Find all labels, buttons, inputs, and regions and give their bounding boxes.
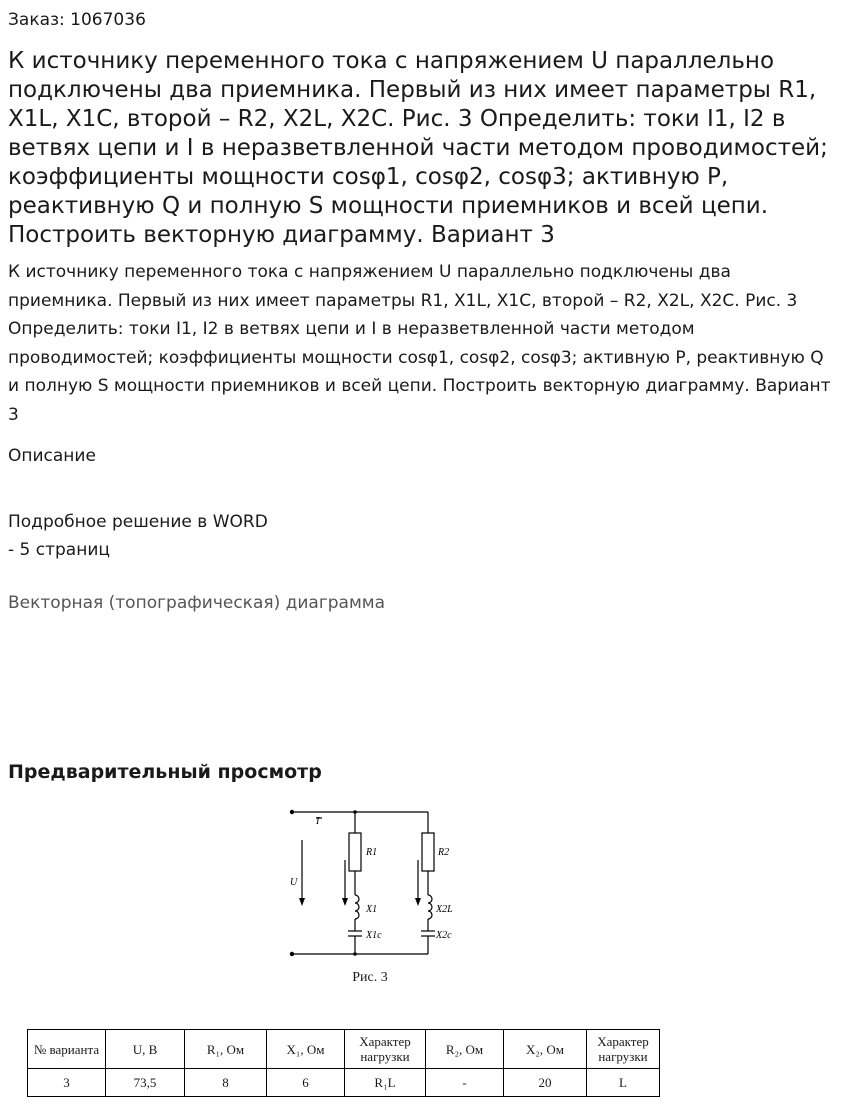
inductor-x2l (428, 895, 432, 919)
label-x2l: X2L (436, 904, 453, 915)
table-cell: 8 (185, 1069, 267, 1097)
table-cell: 6 (267, 1069, 345, 1097)
table-cell: L (587, 1069, 660, 1097)
task-description: К источнику переменного тока с напряжением U параллельно подключены два приемника. Первый из них имеет параметры R1, X1L, X1C, второй – R2, X2L, X2C. Рис. 3 Определить: токи I1, I2 в ветвях цепи и I в неразветвленной части методом проводимостей; коэффициенты мощности cosφ1, cosφ2, cosφ3; активную P, реактивную Q и полную S мощности приемников и всей цепи. Построить векторную диаграмму. Вариант 3 (8, 262, 831, 425)
table-header-cell: Характер нагрузки (587, 1030, 660, 1069)
parameters-table (27, 1029, 660, 1097)
description-heading: Описание (8, 446, 96, 466)
table-cell: 3 (28, 1069, 106, 1097)
table-header-cell: U, В (106, 1030, 185, 1069)
table-header-cell: R₁, Ом (185, 1030, 267, 1069)
voltage-arrowhead (299, 898, 305, 906)
table-header-cell: R₂, Ом (426, 1030, 504, 1069)
table-cell: - (426, 1069, 504, 1097)
page-title: К источнику переменного тока с напряжением U параллельно подключены два приемника. Первый из них имеет параметры R1, X1L, X1C, второй – R2, X2L, X2C. Рис. 3 Определить: токи I1, I2 в ветвях цепи и I в неразветвленной части методом проводимостей; коэффициенты мощности cosφ1, cosφ2, cosφ3; активную P, реактивную Q и полную S мощности приемников и всей цепи. Построить векторную диаграмму. Вариант 3 (8, 48, 828, 248)
table-row (28, 1069, 660, 1097)
figure-caption: Рис. 3 (352, 970, 388, 985)
preview-heading: Предварительный просмотр (8, 761, 322, 783)
table-cell: R₁L (345, 1069, 426, 1097)
label-x1l: X1 (366, 904, 378, 915)
label-x1c: X1c (366, 930, 382, 941)
table-cell: 73,5 (106, 1069, 185, 1097)
table-header-cell: X₂, Ом (504, 1030, 587, 1069)
label-u: U (290, 877, 298, 888)
table-header-cell: X₁, Ом (267, 1030, 345, 1069)
terminal-top (290, 810, 294, 814)
description-line-pages: - 5 страниц (8, 540, 110, 560)
order-number: Заказ: 1067036 (8, 10, 146, 30)
label-x2c: X2c (436, 930, 452, 941)
label-r2: R2 (438, 847, 450, 858)
resistor-r2 (422, 833, 434, 871)
description-line-word: Подробное решение в WORD (8, 512, 268, 532)
table-header-row (28, 1030, 660, 1069)
circuit-diagram (280, 800, 460, 995)
label-r1: R1 (366, 847, 378, 858)
table-header-cell: Характер нагрузки (345, 1030, 426, 1069)
inductor-x1l (355, 895, 359, 919)
current-arrowhead-1 (342, 898, 348, 906)
description-line-diagram: Векторная (топографическая) диаграмма (8, 593, 386, 613)
table-cell: 20 (504, 1069, 587, 1097)
terminal-bottom (290, 952, 294, 956)
label-i: I (316, 816, 320, 827)
current-arrowhead-2 (415, 898, 421, 906)
table-header-cell: № варианта (28, 1030, 106, 1069)
resistor-r1 (349, 833, 361, 871)
description-details (8, 508, 268, 564)
